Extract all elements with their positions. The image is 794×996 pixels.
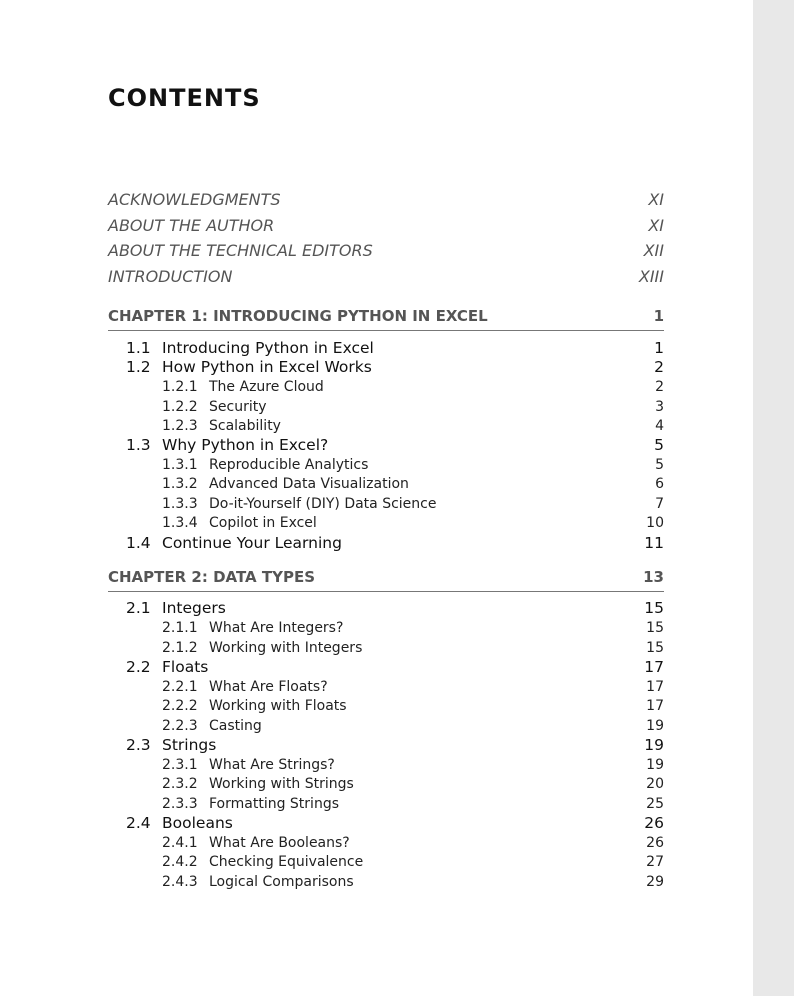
toc-subsection xyxy=(162,834,664,853)
section-title: How Python in Excel Works xyxy=(162,358,372,376)
subsection-number: 2.2.3 xyxy=(162,718,198,734)
subsection-page: 19 xyxy=(646,718,664,734)
section-page: 2 xyxy=(654,358,664,376)
toc-subsection xyxy=(162,456,664,475)
subsection-page: 17 xyxy=(646,698,664,714)
subsection-number: 2.4.1 xyxy=(162,835,198,851)
subsection-number: 2.1.1 xyxy=(162,620,198,636)
subsection-number: 1.2.2 xyxy=(162,399,198,415)
subsection-title: Working with Floats xyxy=(209,698,347,714)
section-page: 26 xyxy=(644,814,664,832)
subsection-number: 1.2.3 xyxy=(162,418,198,434)
toc-front-label: ABOUT THE TECHNICAL EDITORS xyxy=(108,241,373,260)
chapter-page: 13 xyxy=(643,568,664,586)
subsection-title: Casting xyxy=(209,718,262,734)
subsection-number: 2.2.1 xyxy=(162,679,198,695)
subsection-number: 1.2.1 xyxy=(162,379,198,395)
chapter-page: 1 xyxy=(653,307,664,325)
toc-subsection xyxy=(162,756,664,775)
subsection-page: 29 xyxy=(646,874,664,890)
subsection-title: What Are Floats? xyxy=(209,679,328,695)
subsection-page: 27 xyxy=(646,854,664,870)
subsection-page: 5 xyxy=(655,457,664,473)
toc-subsection xyxy=(162,697,664,716)
subsection-title: Copilot in Excel xyxy=(209,515,317,531)
subsection-number: 2.3.3 xyxy=(162,796,198,812)
section-title: Continue Your Learning xyxy=(162,534,342,552)
subsection-page: 2 xyxy=(655,379,664,395)
subsection-number: 2.4.2 xyxy=(162,854,198,870)
toc-front-page: XII xyxy=(643,241,664,260)
section-number: 1.2 xyxy=(126,358,151,376)
toc-subsection xyxy=(162,495,664,514)
toc-subsection xyxy=(162,775,664,794)
toc-subsection xyxy=(162,795,664,814)
section-number: 2.3 xyxy=(126,736,151,754)
section-title: Integers xyxy=(162,599,226,617)
toc-subsection xyxy=(162,514,664,533)
section-number: 1.3 xyxy=(126,436,151,454)
section-title: Booleans xyxy=(162,814,233,832)
toc-section xyxy=(126,599,664,618)
subsection-page: 15 xyxy=(646,640,664,656)
page-title: CONTENTS xyxy=(108,84,261,112)
subsection-number: 1.3.1 xyxy=(162,457,198,473)
subsection-page: 26 xyxy=(646,835,664,851)
chapter-heading xyxy=(108,567,664,592)
toc-subsection xyxy=(162,873,664,892)
section-number: 2.1 xyxy=(126,599,151,617)
subsection-number: 2.2.2 xyxy=(162,698,198,714)
toc-front-entry xyxy=(108,216,664,236)
subsection-page: 19 xyxy=(646,757,664,773)
subsection-title: Working with Strings xyxy=(209,776,354,792)
subsection-page: 17 xyxy=(646,679,664,695)
toc-subsection xyxy=(162,639,664,658)
subsection-number: 2.4.3 xyxy=(162,874,198,890)
toc-front-page: XIII xyxy=(638,267,664,286)
toc-subsection xyxy=(162,475,664,494)
section-number: 1.1 xyxy=(126,339,151,357)
toc-section xyxy=(126,814,664,833)
subsection-page: 25 xyxy=(646,796,664,812)
subsection-number: 1.3.3 xyxy=(162,496,198,512)
toc-front-entry xyxy=(108,190,664,210)
section-page: 1 xyxy=(654,339,664,357)
chapter-label: CHAPTER 1: INTRODUCING PYTHON IN EXCEL xyxy=(108,307,488,325)
toc-front-label: ACKNOWLEDGMENTS xyxy=(108,190,281,209)
subsection-title: Do-it-Yourself (DIY) Data Science xyxy=(209,496,437,512)
subsection-page: 10 xyxy=(646,515,664,531)
chapter-label: CHAPTER 2: DATA TYPES xyxy=(108,568,316,586)
section-title: Floats xyxy=(162,658,209,676)
toc-section xyxy=(126,339,664,358)
subsection-title: What Are Integers? xyxy=(209,620,344,636)
section-title: Strings xyxy=(162,736,217,754)
subsection-title: Checking Equivalence xyxy=(209,854,364,870)
toc-front-label: ABOUT THE AUTHOR xyxy=(108,216,275,235)
subsection-page: 3 xyxy=(655,399,664,415)
subsection-page: 6 xyxy=(655,476,664,492)
toc-front-entry xyxy=(108,241,664,261)
toc-section xyxy=(126,358,664,377)
toc-subsection xyxy=(162,717,664,736)
section-title: Introducing Python in Excel xyxy=(162,339,374,357)
subsection-page: 20 xyxy=(646,776,664,792)
subsection-title: Working with Integers xyxy=(209,640,363,656)
section-number: 2.4 xyxy=(126,814,151,832)
subsection-number: 2.3.2 xyxy=(162,776,198,792)
subsection-title: What Are Strings? xyxy=(209,757,335,773)
toc-section xyxy=(126,736,664,755)
toc-subsection xyxy=(162,378,664,397)
section-page: 17 xyxy=(644,658,664,676)
subsection-number: 1.3.4 xyxy=(162,515,198,531)
subsection-title: Security xyxy=(209,399,267,415)
toc-subsection xyxy=(162,853,664,872)
subsection-page: 7 xyxy=(655,496,664,512)
toc-front-label: INTRODUCTION xyxy=(108,267,233,286)
toc-subsection xyxy=(162,398,664,417)
toc-subsection xyxy=(162,417,664,436)
toc-section xyxy=(126,534,664,553)
subsection-page: 15 xyxy=(646,620,664,636)
subsection-title: Logical Comparisons xyxy=(209,874,354,890)
subsection-title: Advanced Data Visualization xyxy=(209,476,409,492)
toc-front-entry xyxy=(108,267,664,287)
subsection-number: 2.1.2 xyxy=(162,640,198,656)
section-number: 1.4 xyxy=(126,534,151,552)
subsection-title: What Are Booleans? xyxy=(209,835,350,851)
section-page: 11 xyxy=(644,534,664,552)
toc-front-page: XI xyxy=(648,216,664,235)
subsection-title: The Azure Cloud xyxy=(209,379,324,395)
section-number: 2.2 xyxy=(126,658,151,676)
section-page: 5 xyxy=(654,436,664,454)
section-title: Why Python in Excel? xyxy=(162,436,329,454)
toc-section xyxy=(126,436,664,455)
subsection-number: 1.3.2 xyxy=(162,476,198,492)
toc-front-page: XI xyxy=(648,190,664,209)
toc-section xyxy=(126,658,664,677)
section-page: 19 xyxy=(644,736,664,754)
subsection-title: Reproducible Analytics xyxy=(209,457,369,473)
toc-subsection xyxy=(162,619,664,638)
section-page: 15 xyxy=(644,599,664,617)
subsection-number: 2.3.1 xyxy=(162,757,198,773)
subsection-title: Scalability xyxy=(209,418,281,434)
subsection-title: Formatting Strings xyxy=(209,796,339,812)
chapter-heading xyxy=(108,306,664,331)
toc-subsection xyxy=(162,678,664,697)
subsection-page: 4 xyxy=(655,418,664,434)
